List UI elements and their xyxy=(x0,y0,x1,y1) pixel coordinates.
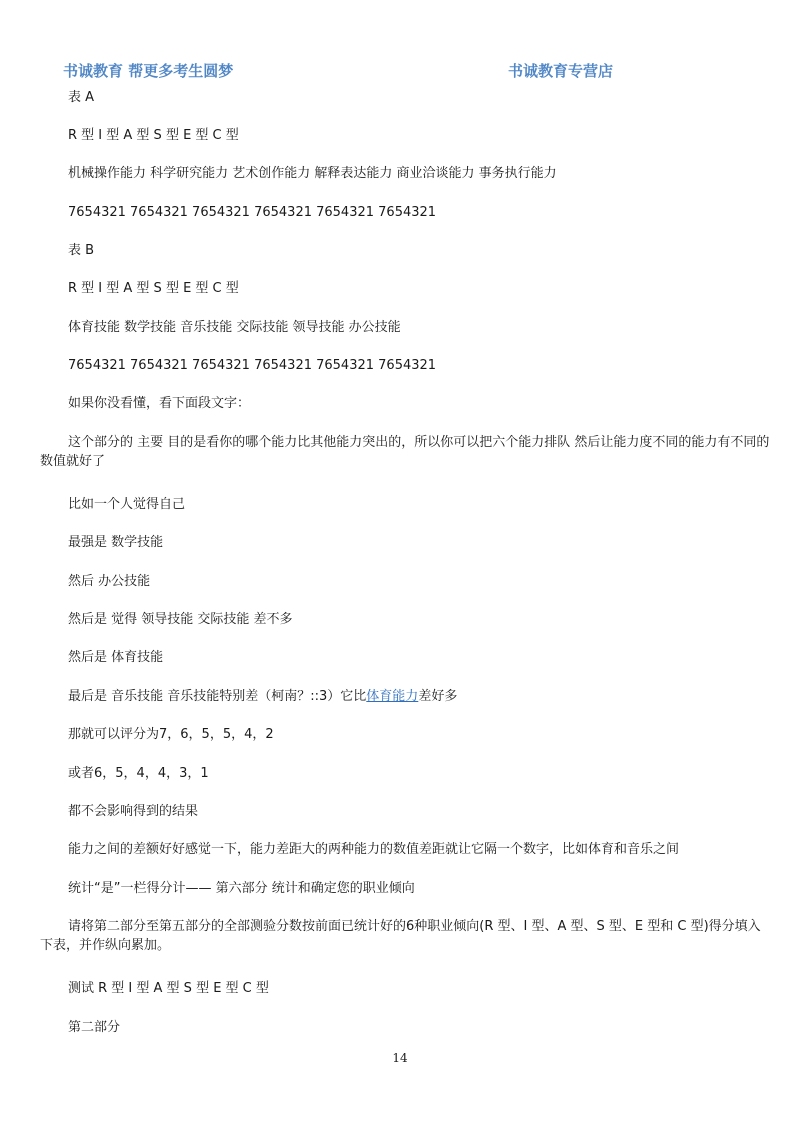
example-intro: 比如一个人觉得自己 xyxy=(68,497,186,512)
table-b-scores: 7654321 7654321 7654321 7654321 7654321 7654321 xyxy=(68,358,437,373)
example-strongest: 最强是 数学技能 xyxy=(68,535,164,550)
example-last-text: 最后是 音乐技能 音乐技能特别差（柯南？::3）它比 xyxy=(68,689,367,704)
difference-note: 能力之间的差额好好感觉一下，能力差距大的两种能力的数值差距就让它隔一个数字，比如体育和音乐之间 xyxy=(68,842,680,857)
score-example-1: 那就可以评分为7，6，5，5，4，2 xyxy=(68,727,274,742)
table-b-types: R 型 I 型 A 型 S 型 E 型 C 型 xyxy=(68,281,239,296)
section-six-heading: 统计“是”一栏得分计—— 第六部分 统计和确定您的职业倾向 xyxy=(68,881,415,896)
page-number: 14 xyxy=(392,1051,408,1065)
score-example-2: 或者6，5，4，4，3，1 xyxy=(68,766,209,781)
example-last xyxy=(68,687,457,706)
table-b-skills: 体育技能 数学技能 音乐技能 交际技能 领导技能 办公技能 xyxy=(68,320,401,335)
sports-ability-link[interactable]: 体育能力 xyxy=(366,689,419,704)
score-table-row-part2: 第二部分 xyxy=(68,1020,121,1035)
example-second: 然后 办公技能 xyxy=(68,574,151,589)
explanation-intro: 如果你没看懂，看下面段文字： xyxy=(68,396,251,411)
table-a-abilities: 机械操作能力 科学研究能力 艺术创作能力 解释表达能力 商业洽谈能力 事务执行能力 xyxy=(68,166,557,181)
table-b-title: 表 B xyxy=(68,243,95,258)
score-table-header: 测试 R 型 I 型 A 型 S 型 E 型 C 型 xyxy=(68,981,269,996)
table-a-title: 表 A xyxy=(68,90,95,105)
header-left-brand: 书诚教育 帮更多考生圆梦 xyxy=(63,62,234,80)
example-third: 然后是 觉得 领导技能 交际技能 差不多 xyxy=(68,612,293,627)
example-last-suffix: 差好多 xyxy=(418,689,458,704)
result-note: 都不会影响得到的结果 xyxy=(68,804,199,819)
example-fourth: 然后是 体育技能 xyxy=(68,650,164,665)
instructions-paragraph: 请将第二部分至第五部分的全部测验分数按前面已统计好的6种职业倾向(R 型、I 型、A 型、S 型、E 型和 C 型)得分填入下表，并作纵向累加。 xyxy=(40,919,761,953)
explanation-paragraph: 这个部分的 主要 目的是看你的哪个能力比其他能力突出的，所以你可以把六个能力排队 然后让能力度不同的能力有不同的数值就好了 xyxy=(40,435,770,469)
header-right-store: 书诚教育专营店 xyxy=(508,62,614,80)
table-a-scores: 7654321 7654321 7654321 7654321 7654321 7654321 xyxy=(68,205,437,220)
table-a-types: R 型 I 型 A 型 S 型 E 型 C 型 xyxy=(68,128,239,143)
